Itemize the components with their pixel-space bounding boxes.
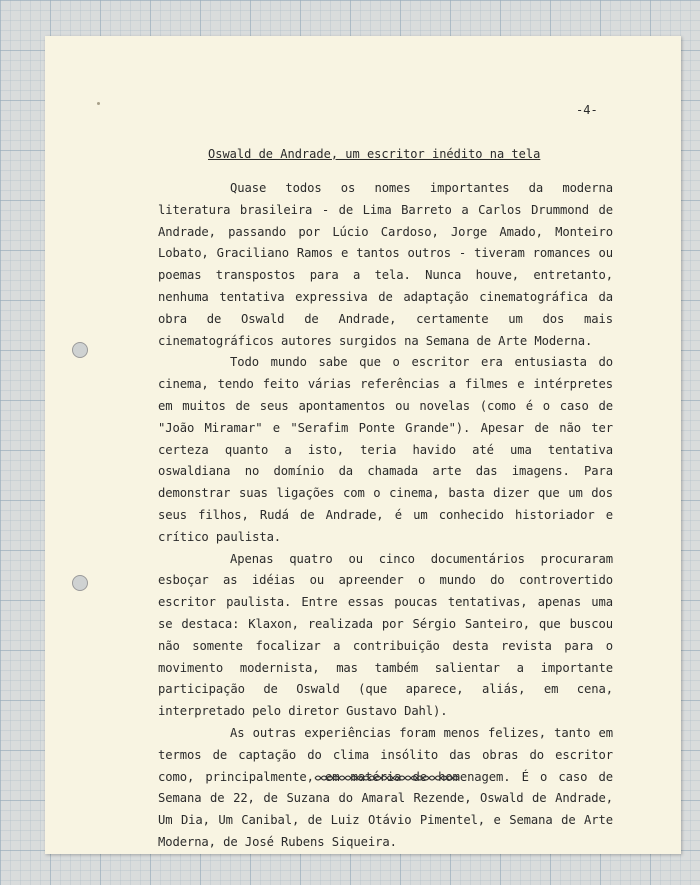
page-number: -4- <box>576 103 598 117</box>
paragraph-3: Apenas quatro ou cinco documentários procuraram esboçar as idéias ou apreender o mundo do controvertido escritor paulista. Entre essas poucas tentativas, apenas uma se destaca: Klaxon, realizada por Sérgio Santeiro, que buscou não somente focalizar a contribuição desta revista para o movimento modernista, mas também salientar a importante participação de Oswald (que aparece, aliás, em cena, interpretado pelo diretor Gustavo Dahl). <box>158 551 613 719</box>
paragraph-1: Quase todos os nomes importantes da moderna literatura brasileira - de Lima Barreto a Carlos Drummond de Andrade, passando por Lúcio Cardoso, Jorge Amado, Monteiro Lobato, Graciliano Ramos e tantos outros - tiveram romances ou poemas transpostos para a tela. Nunca houve, entretanto, nenhuma tentativa expressiva de adaptação cinematográfica da obra de Oswald de Andrade, certamente um dos mais cinematográficos autores surgidos na Semana de Arte Moderna. <box>158 181 613 348</box>
document-title: Oswald de Andrade, um escritor inédito na tela <box>208 147 541 161</box>
decorative-divider <box>313 773 461 783</box>
punch-hole <box>72 575 88 591</box>
paper-speck <box>97 102 100 105</box>
paragraph-4: As outras experiências foram menos felizes, tanto em termos de captação do clima insólito das obras do escritor como, principalmente, em matéria de homenagem. É o caso de Semana de 22, de Suzana do Amaral Rezende, Oswald de Andrade, Um Dia, Um Canibal, de Luiz Otávio Pimentel, e Semana de Arte Moderna, de José Rubens Siqueira. <box>158 725 613 849</box>
paragraph-2: Todo mundo sabe que o escritor era entusiasta do cinema, tendo feito várias referências a filmes e intérpretes em muitos de seus apontamentos ou novelas (como é o caso de "João Miramar" e "Serafim Ponte Grande"). Apesar de não ter certeza quanto a isto, teria havido até uma tentativa oswaldiana no domínio da chamada arte das imagens. Para demonstrar suas ligações com o cinema, basta dizer que um dos seus filhos, Rudá de Andrade, é um conhecido historiador e crítico paulista. <box>158 355 613 544</box>
punch-hole <box>72 342 88 358</box>
document-body <box>158 178 613 854</box>
